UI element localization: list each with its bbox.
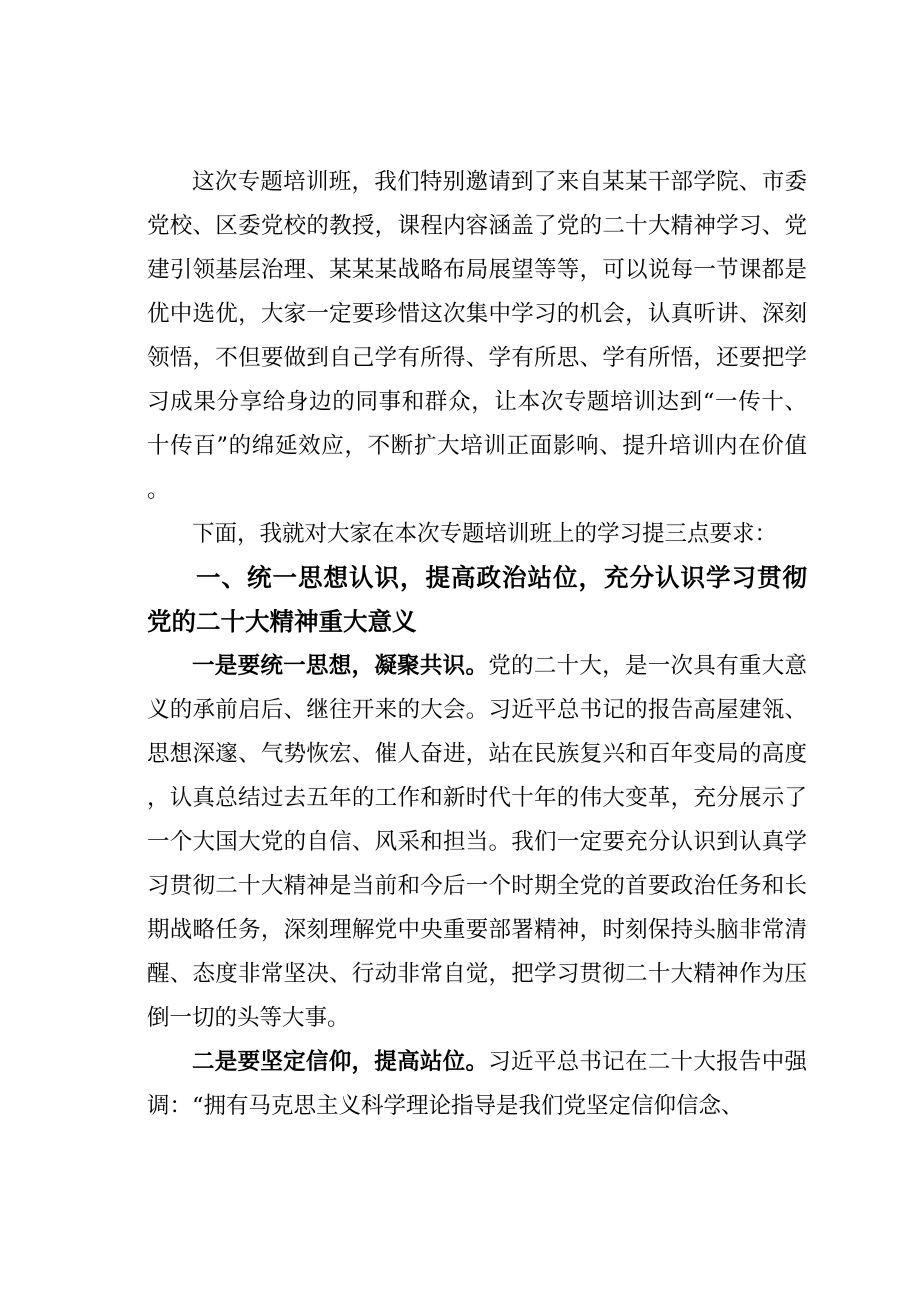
point-text-2: 习近平总书记在二十大报告中强调：“拥有马克思主义科学理论指导是我们党坚定信仰信念、 [147,1049,807,1119]
point-paragraph-2 [147,1040,807,1128]
point-lead-2: 二是要坚定信仰，提高站位。 [192,1049,489,1075]
intro-paragraph: 这次专题培训班，我们特别邀请到了来自某某干部学院、市委党校、区委党校的教授，课程内容涵盖了党的二十大精神学习、党建引领基层治理、某某某战略布局展望等等，可以说每一节课都是优中选优，大家一定要珍惜这次集中学习的机会，认真听讲、深刻领悟，不但要做到自己学有所得、学有所思、学有所悟，还要把学习成果分享给身边的同事和群众，让本次专题培训达到“一传十、十传百”的绵延效应，不断扩大培训正面影响、提升培训内在价值。 [147,169,807,503]
document-page [147,160,807,1128]
point-lead-1: 一是要统一思想，凝聚共识。 [192,653,489,679]
section-heading: 一、统一思想认识，提高政治站位，充分认识学习贯彻党的二十大精神重大意义 [147,563,807,636]
point-text-1: 党的二十大，是一次具有重大意义的承前启后、继往开来的大会。习近平总书记的报告高屋建瓴、思想深邃、气势恢宏、催人奋进，站在民族复兴和百年变局的高度，认真总结过去五年的工作和新时代十年的伟大变革，充分展示了一个大国大党的自信、风采和担当。我们一定要充分认识到认真学习贯彻二十大精神是当前和今后一个时期全党的首要政治任务和长期战略任务，深刻理解党中央重要部署精神，时刻保持头脑非常清醒、态度非常坚决、行动非常自觉，把学习贯彻二十大精神作为压倒一切的头等大事。 [147,653,807,1031]
requirements-intro-paragraph: 下面，我就对大家在本次专题培训班上的学习提三点要求： [192,521,778,547]
point-paragraph-1 [147,644,807,1040]
